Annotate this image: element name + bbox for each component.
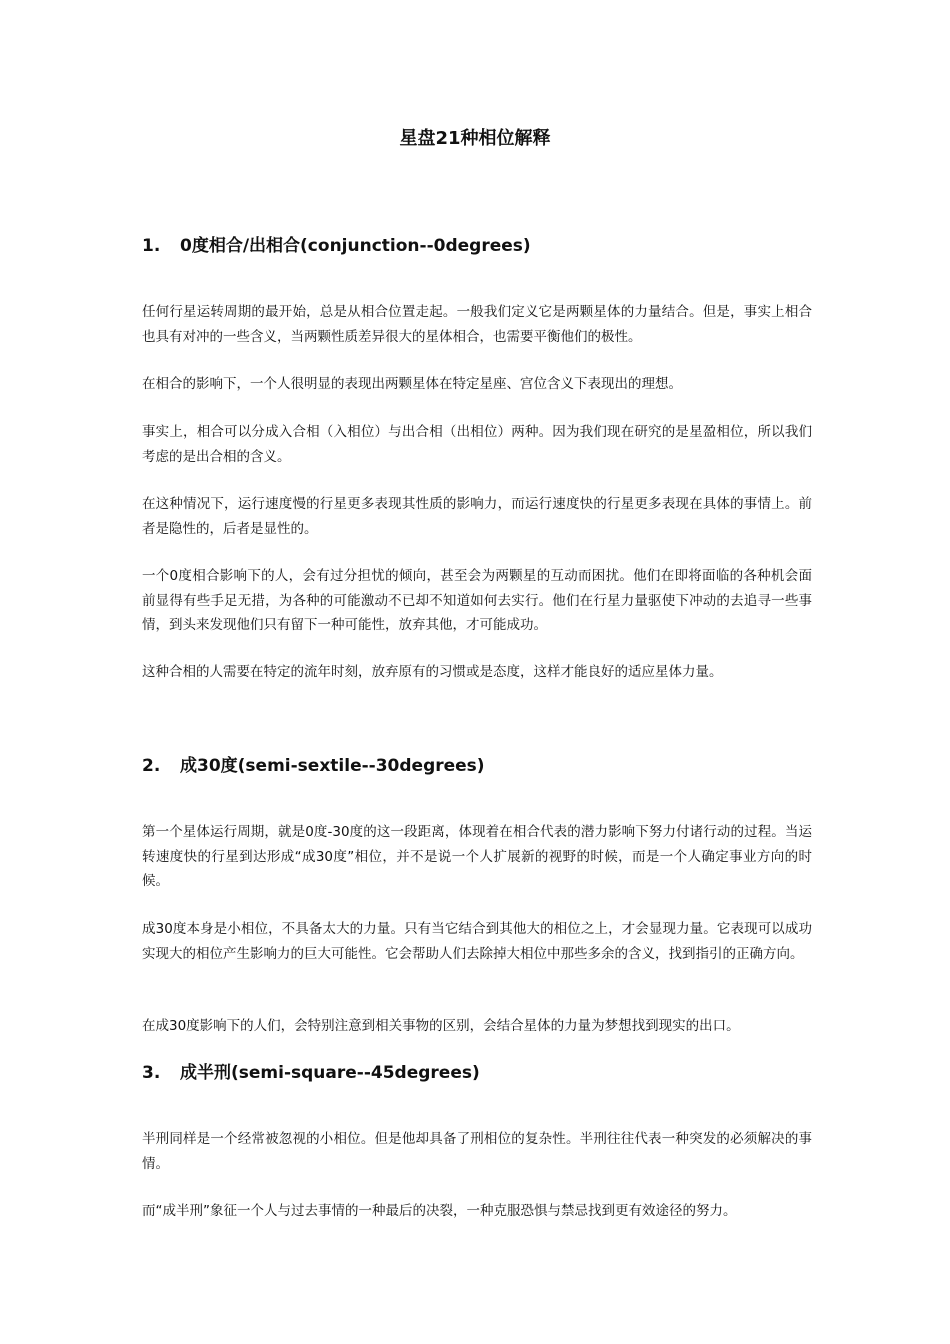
section-number: 1. xyxy=(142,236,161,256)
section-heading-3 xyxy=(142,1061,480,1085)
document-title: 星盘21种相位解释 xyxy=(399,128,551,149)
paragraph: 事实上，相合可以分成入合相（入相位）与出合相（出相位）两种。因为我们现在研究的是星盈相位，所以我们考虑的是出合相的含义。 xyxy=(142,424,812,465)
paragraph: 在相合的影响下，一个人很明显的表现出两颗星体在特定星座、宫位含义下表现出的理想。 xyxy=(142,376,682,392)
section-number: 2. xyxy=(142,756,161,776)
paragraph: 一个0度相合影响下的人，会有过分担忧的倾向，甚至会为两颗星的互动而困扰。他们在即将面临的各种机会面前显得有些手足无措，为各种的可能激动不已却不知道如何去实行。他们在行星力量驱使下冲动的去追寻一些事情，到头来发现他们只有留下一种可能性，放弃其他，才可能成功。 xyxy=(142,568,812,633)
section-heading-2 xyxy=(142,754,485,778)
paragraph: 半刑同样是一个经常被忽视的小相位。但是他却具备了刑相位的复杂性。半刑往往代表一种突发的必须解决的事情。 xyxy=(142,1131,812,1172)
section-title: 0度相合/出相合(conjunction--0degrees) xyxy=(180,236,531,256)
paragraph: 而“成半刑”象征一个人与过去事情的一种最后的决裂，一种克服恐惧与禁忌找到更有效途径的努力。 xyxy=(142,1203,737,1219)
section-title: 成30度(semi-sextile--30degrees) xyxy=(180,756,485,776)
paragraph: 任何行星运转周期的最开始，总是从相合位置走起。一般我们定义它是两颗星体的力量结合。但是，事实上相合也具有对冲的一些含义，当两颗性质差异很大的星体相合，也需要平衡他们的极性。 xyxy=(142,304,812,345)
section-number: 3. xyxy=(142,1063,161,1083)
section-title: 成半刑(semi-square--45degrees) xyxy=(180,1063,480,1083)
paragraph: 成30度本身是小相位，不具备太大的力量。只有当它结合到其他大的相位之上，才会显现力量。它表现可以成功实现大的相位产生影响力的巨大可能性。它会帮助人们去除掉大相位中那些多余的含义，找到指引的正确方向。 xyxy=(142,921,812,962)
paragraph: 第一个星体运行周期，就是0度-30度的这一段距离，体现着在相合代表的潜力影响下努力付诸行动的过程。当运转速度快的行星到达形成“成30度”相位，并不是说一个人扩展新的视野的时候，而是一个人确定事业方向的时候。 xyxy=(142,824,812,889)
paragraph: 这种合相的人需要在特定的流年时刻，放弃原有的习惯或是态度，这样才能良好的适应星体力量。 xyxy=(142,664,723,680)
section-heading-1 xyxy=(142,234,531,258)
paragraph: 在成30度影响下的人们，会特别注意到相关事物的区别，会结合星体的力量为梦想找到现实的出口。 xyxy=(142,1018,740,1034)
paragraph: 在这种情况下，运行速度慢的行星更多表现其性质的影响力，而运行速度快的行星更多表现在具体的事情上。前者是隐性的，后者是显性的。 xyxy=(142,496,812,537)
